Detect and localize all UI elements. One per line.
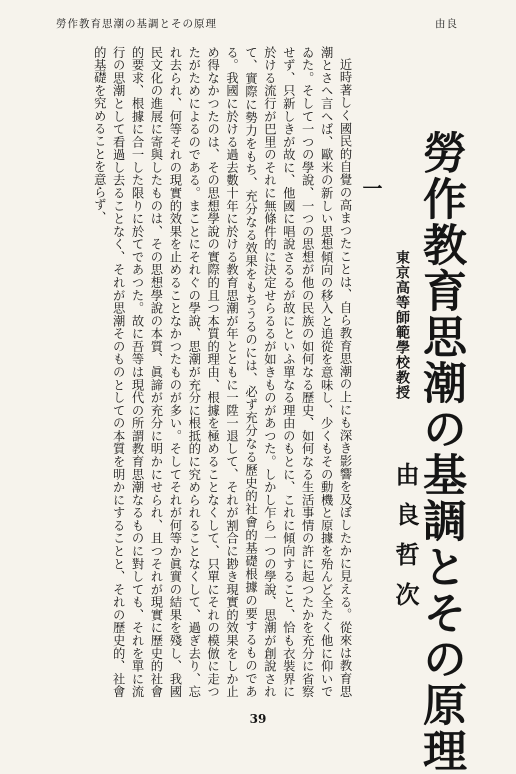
section-number: 一 [359,178,383,198]
article-title: 勞作教育思潮の基調とその原理 [415,130,466,774]
author-affiliation: 東京高等師範學校教授 [394,250,410,400]
running-header-author: 由良 [435,18,458,30]
article-body [32,46,354,698]
running-header-title: 勞作教育思潮の基調とその原理 [56,18,217,30]
page-number: 39 [249,712,267,726]
author-name: 由良哲次 [391,462,420,622]
body-paragraph: 近時著しく國民的自覺の高まつたことは、自ら教育思潮の上にも深き影響を及ぼしたかに見える。從來は教育思潮とさへ言へば、歐米の新しい思想傾向の移入と追從を意味し、少くもその動機と原據を殆んど全たく他に仰いでゐた。そして一つの學說、一つの思想が他の民族の如何なる歷史、如何なる生活事情の許に起つたかを充分に省察せず、只新しきが故に、他國に唱說さるるが故にといふ單なる理由のもとに、これに傾向すること、恰も衣裝界に於ける流行が巴里のそれに無條件的に決定せらるるが如きものがあつた。しかし乍ら一つの學說、思潮が創說されて、實際に勢力をもち、充分なる效果をもちうるのには、必ず充分なる歷史的社會的基礎根據の要するものである。我國に於ける過去數十年に於ける教育思潮が年とともに一陞一退して、それが割合に尠き現實的效果をしか止め得なかつたのは、その思想學說の實際的且つ本質的理由、根據を極めることなくして、只單にそれの模倣に走つたがためによるのである。まことにそれぐの學說、思潮が充分に根抵的に究められることなくして、過ぎ去り、忘れ去られ、何等それの現實的效果を止めることなかつたものが多い。そしてそれが何等か眞實の結果を殘し、我國民文化の進展に寄與したものは、その思想學說の本質、眞諦が充分に明かにせられ、且つそれが現實に歷史的社會的要求、根據に合一した限りに於てであつた。故に吾等は現代の所謂教育思潮なるものに對しても、それを單に流行の思潮として看過し去ることなく、それが思潮そのものとしての本質を明かにすることと、それの歷史的、社會的基礎を究めることを意らず、 [92,46,352,698]
